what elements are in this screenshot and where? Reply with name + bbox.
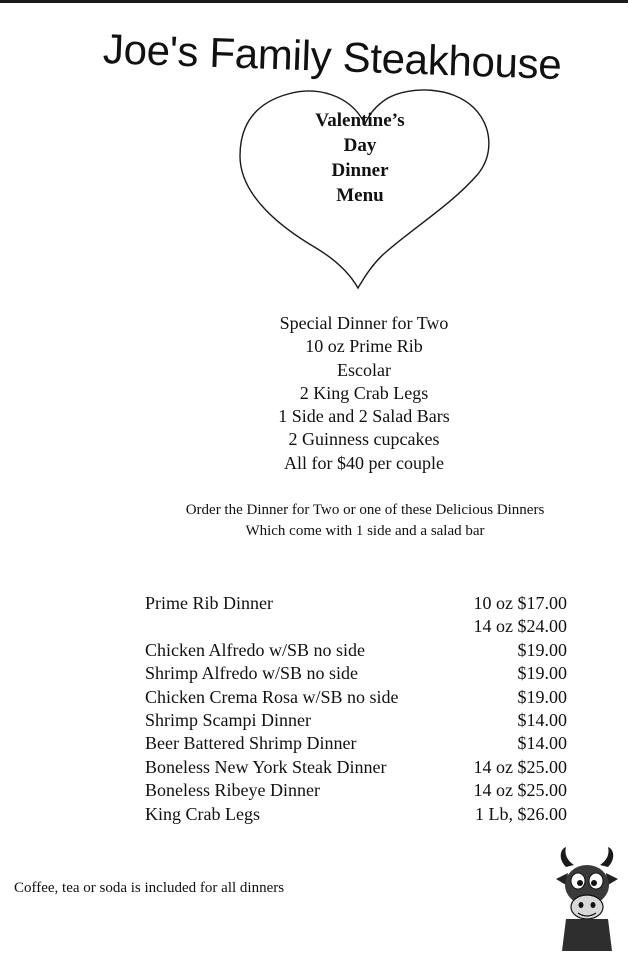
menu-item-price: $24.00 [517, 616, 567, 637]
menu-item-name: Shrimp Alfredo w/SB no side [145, 663, 359, 684]
dinner-menu-list [145, 592, 585, 826]
menu-item-size: 14 oz [473, 780, 513, 801]
menu-item-size: 14 oz [473, 756, 513, 777]
special-dinner-block [214, 312, 514, 475]
menu-row [145, 615, 585, 638]
menu-row [145, 732, 585, 755]
menu-row [145, 803, 585, 826]
menu-item-name: Shrimp Scampi Dinner [145, 709, 311, 730]
menu-item-size: 14 oz [473, 616, 513, 637]
beverage-note: Coffee, tea or soda is included for all dinners [14, 880, 285, 896]
menu-row [145, 709, 585, 732]
menu-item-price: $19.00 [517, 639, 567, 660]
heart-line: Day [343, 135, 377, 156]
menu-row [145, 686, 585, 709]
menu-item-price: $26.00 [517, 803, 567, 824]
heart-caption [285, 108, 435, 208]
special-line: 2 King Crab Legs [299, 382, 429, 403]
special-line: 1 Side and 2 Salad Bars [278, 406, 450, 427]
special-line: Special Dinner for Two [279, 313, 449, 333]
menu-row [145, 756, 585, 779]
order-line: Which come with 1 side and a salad bar [245, 523, 485, 539]
menu-item-price: $19.00 [517, 686, 567, 707]
special-line: 2 Guinness cupcakes [288, 429, 440, 450]
cow-mascot-icon [552, 845, 622, 953]
menu-row [145, 592, 585, 615]
menu-item-price: $19.00 [517, 663, 567, 684]
menu-item-name: Chicken Crema Rosa w/SB no side [145, 686, 399, 707]
menu-item-name: King Crab Legs [145, 803, 260, 824]
menu-item-price: $25.00 [517, 756, 567, 777]
menu-row [145, 779, 585, 802]
menu-row [145, 662, 585, 685]
menu-item-size: 10 oz [473, 593, 513, 613]
special-line: Escolar [337, 359, 391, 380]
menu-item-name: Boneless New York Steak Dinner [145, 756, 387, 777]
top-border-line [0, 0, 628, 3]
order-line: Order the Dinner for Two or one of these Delicious Dinners [185, 502, 545, 518]
menu-item-price: $14.00 [517, 733, 567, 754]
heart-line: Valentine’s [315, 110, 405, 131]
restaurant-title: Joe's Family Steakhouse [102, 25, 563, 88]
menu-item-name: Chicken Alfredo w/SB no side [145, 639, 365, 660]
menu-item-name: Boneless Ribeye Dinner [145, 780, 320, 801]
menu-item-size: 1 Lb, [475, 803, 513, 824]
menu-item-price: $14.00 [517, 709, 567, 730]
menu-row [145, 639, 585, 662]
special-line: 10 oz Prime Rib [305, 336, 423, 357]
menu-item-price: $25.00 [517, 780, 567, 801]
special-line: All for $40 per couple [284, 452, 444, 473]
menu-item-name: Beer Battered Shrimp Dinner [145, 733, 357, 754]
menu-item-name: Prime Rib Dinner [145, 593, 273, 613]
heart-line: Menu [336, 185, 384, 206]
menu-item-price: $17.00 [517, 593, 567, 613]
order-note [120, 500, 610, 542]
heart-line: Dinner [331, 160, 389, 181]
